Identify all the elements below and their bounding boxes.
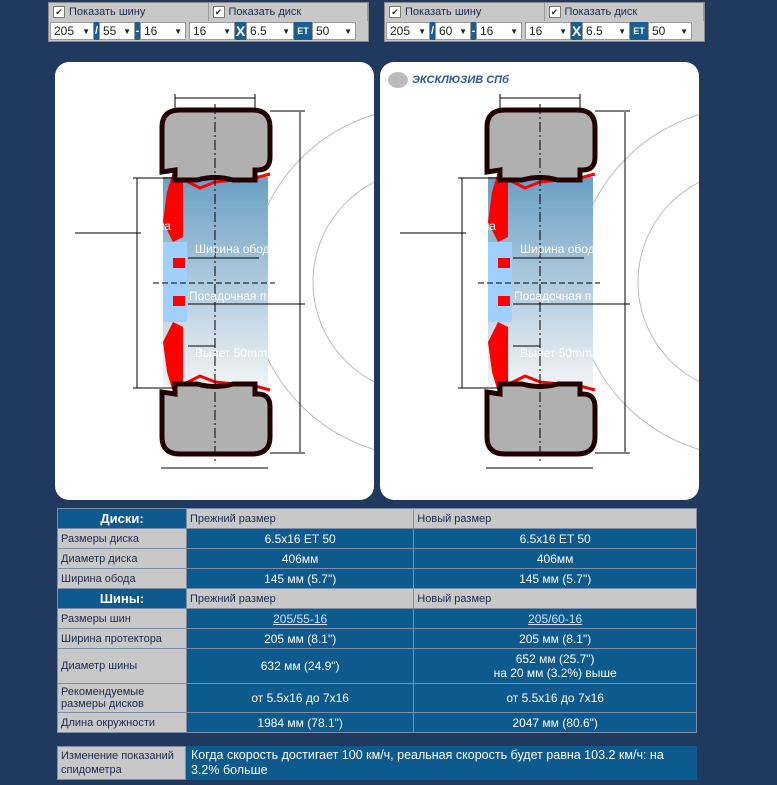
show-tire-label: Показать шину bbox=[69, 6, 146, 18]
old-value: от 5.5x16 до 7x16 bbox=[187, 684, 414, 713]
checkbox-icon[interactable]: ✔ bbox=[213, 6, 225, 18]
dropdown-arrow-icon: ▼ bbox=[459, 26, 467, 36]
separator: ET bbox=[294, 22, 312, 40]
new-value: от 5.5x16 до 7x16 bbox=[414, 684, 697, 713]
row-label: Рекомендуемые размеры дисков bbox=[58, 684, 187, 713]
old-size-header: Прежний размер bbox=[187, 509, 414, 529]
tire-width-select[interactable] bbox=[50, 22, 94, 40]
speedometer-change bbox=[57, 746, 697, 780]
et-select[interactable] bbox=[312, 22, 356, 40]
speedometer-label: Изменение показаний спидометра bbox=[57, 746, 186, 780]
tire-top bbox=[162, 110, 270, 180]
bolt bbox=[498, 296, 510, 306]
table-row bbox=[58, 569, 697, 589]
rim-width-label: Ширина обода bbox=[520, 242, 602, 256]
dropdown-arrow-icon: ▼ bbox=[82, 26, 90, 36]
hub bbox=[488, 242, 512, 322]
rim-width-label: Ширина обода bbox=[195, 242, 277, 256]
seat-label: Посадочная п bbox=[514, 289, 592, 303]
value: 205 bbox=[390, 24, 411, 38]
new-value: 2047 мм (80.6") bbox=[414, 713, 697, 733]
dropdown-arrow-icon: ▼ bbox=[559, 26, 567, 36]
tire-profile-select[interactable] bbox=[99, 22, 135, 40]
tire-profile-select[interactable] bbox=[435, 22, 471, 40]
hub bbox=[163, 242, 187, 322]
row-label: Длина окружности bbox=[58, 713, 187, 733]
value: 60 bbox=[439, 24, 453, 38]
offset-label: Вылет 50mm bbox=[195, 346, 268, 360]
new-tire-link[interactable]: 205/60-16 bbox=[528, 611, 583, 626]
disk-diameter-select[interactable] bbox=[525, 22, 571, 40]
old-value: 632 мм (24.9") bbox=[187, 649, 414, 684]
checkbox-icon[interactable]: ✔ bbox=[389, 6, 401, 18]
show-disk-checkbox[interactable] bbox=[545, 3, 705, 21]
table-row bbox=[58, 684, 697, 713]
new-diameter: 652 мм (25.7") bbox=[515, 652, 595, 666]
dropdown-arrow-icon: ▼ bbox=[344, 26, 352, 36]
row-label: Диаметр диска bbox=[58, 549, 187, 569]
tire-diameter-select[interactable] bbox=[140, 22, 186, 40]
old-wheel-diagram bbox=[55, 62, 374, 500]
dropdown-arrow-icon: ▼ bbox=[680, 26, 688, 36]
new-size-header: Новый размер bbox=[414, 509, 697, 529]
offset-label: Вылет 50mm bbox=[520, 346, 593, 360]
checkbox-icon[interactable]: ✔ bbox=[549, 6, 561, 18]
dropdown-arrow-icon: ▼ bbox=[510, 26, 518, 36]
wheel-drawing bbox=[380, 62, 699, 500]
seat-label: Посадочная п bbox=[189, 289, 267, 303]
old-value: 406мм bbox=[187, 549, 414, 569]
disk-diameter-select[interactable] bbox=[189, 22, 235, 40]
left-size-controls bbox=[48, 2, 369, 42]
separator: / bbox=[430, 22, 435, 40]
row-label: Размеры шин bbox=[58, 609, 187, 629]
comparison-table bbox=[57, 508, 697, 733]
table-row bbox=[58, 549, 697, 569]
dropdown-arrow-icon: ▼ bbox=[282, 26, 290, 36]
new-value: 406мм bbox=[414, 549, 697, 569]
table-row bbox=[58, 529, 697, 549]
circumference-arc bbox=[638, 170, 699, 394]
separator: X bbox=[571, 23, 582, 39]
old-tire-link[interactable]: 205/55-16 bbox=[273, 611, 328, 626]
table-row bbox=[58, 629, 697, 649]
show-disk-checkbox[interactable] bbox=[209, 3, 369, 21]
value: 50 bbox=[652, 24, 666, 38]
et-select[interactable] bbox=[648, 22, 692, 40]
new-wheel-diagram bbox=[380, 62, 699, 500]
wheel-drawing bbox=[55, 62, 374, 500]
value: 16 bbox=[480, 24, 494, 38]
old-value: 205 мм (8.1") bbox=[187, 629, 414, 649]
value: 6.5 bbox=[250, 24, 267, 38]
logo bbox=[388, 72, 509, 88]
value: 16 bbox=[529, 24, 543, 38]
tire-top bbox=[487, 110, 595, 180]
tires-header: Шины: bbox=[58, 589, 187, 609]
new-value bbox=[414, 649, 697, 684]
tire-bottom bbox=[487, 384, 595, 454]
bolt bbox=[173, 296, 185, 306]
separator: X bbox=[235, 23, 246, 39]
bolt bbox=[173, 258, 185, 268]
tire-diameter-select[interactable] bbox=[476, 22, 522, 40]
new-value: 205 мм (8.1") bbox=[414, 629, 697, 649]
dropdown-arrow-icon: ▼ bbox=[123, 26, 131, 36]
row-label: Размеры диска bbox=[58, 529, 187, 549]
checkbox-icon[interactable]: ✔ bbox=[53, 6, 65, 18]
table-row bbox=[58, 649, 697, 684]
circumference-arc bbox=[313, 170, 374, 394]
diameter-difference: на 20 мм (3.2%) выше bbox=[493, 666, 617, 680]
value: 205 bbox=[54, 24, 75, 38]
show-tire-label: Показать шину bbox=[405, 6, 482, 18]
row-label: Диаметр шины bbox=[58, 649, 187, 684]
disks-header: Диски: bbox=[58, 509, 187, 529]
show-disk-label: Показать диск bbox=[228, 6, 302, 18]
value: 16 bbox=[193, 24, 207, 38]
new-value: 145 мм (5.7") bbox=[414, 569, 697, 589]
old-value: 145 мм (5.7") bbox=[187, 569, 414, 589]
tire-bottom bbox=[162, 384, 270, 454]
old-value: 6.5x16 ET 50 bbox=[187, 529, 414, 549]
show-disk-label: Показать диск bbox=[564, 6, 638, 18]
separator: / bbox=[94, 22, 99, 40]
rim-width-select[interactable] bbox=[582, 22, 630, 40]
separator: - bbox=[471, 22, 476, 40]
table-row bbox=[58, 713, 697, 733]
logo-text: ЭКСКЛЮЗИВ СПб bbox=[412, 74, 509, 86]
logo-icon bbox=[388, 72, 408, 88]
zone-label: она bbox=[476, 219, 496, 233]
show-tire-checkbox[interactable] bbox=[49, 3, 209, 21]
dropdown-arrow-icon: ▼ bbox=[418, 26, 426, 36]
show-tire-checkbox[interactable] bbox=[385, 3, 545, 21]
separator: ET bbox=[630, 22, 648, 40]
table-row bbox=[58, 609, 697, 629]
value: 16 bbox=[144, 24, 158, 38]
bolt bbox=[498, 258, 510, 268]
value: 50 bbox=[316, 24, 330, 38]
rim-width-select[interactable] bbox=[246, 22, 294, 40]
new-size-header: Новый размер bbox=[414, 589, 697, 609]
new-value: 6.5x16 ET 50 bbox=[414, 529, 697, 549]
dropdown-arrow-icon: ▼ bbox=[174, 26, 182, 36]
dropdown-arrow-icon: ▼ bbox=[223, 26, 231, 36]
row-label: Ширина обода bbox=[58, 569, 187, 589]
right-size-controls bbox=[384, 2, 705, 42]
row-label: Ширина протектора bbox=[58, 629, 187, 649]
zone-label: она bbox=[151, 219, 171, 233]
speedometer-text: Когда скорость достигает 100 км/ч, реальная скорость будет равна 103.2 км/ч: на 3.2% больше bbox=[186, 746, 697, 780]
value: 6.5 bbox=[586, 24, 603, 38]
value: 55 bbox=[103, 24, 117, 38]
old-size-header: Прежний размер bbox=[187, 589, 414, 609]
old-value: 1984 мм (78.1") bbox=[187, 713, 414, 733]
tire-width-select[interactable] bbox=[386, 22, 430, 40]
separator: - bbox=[135, 22, 140, 40]
dropdown-arrow-icon: ▼ bbox=[618, 26, 626, 36]
